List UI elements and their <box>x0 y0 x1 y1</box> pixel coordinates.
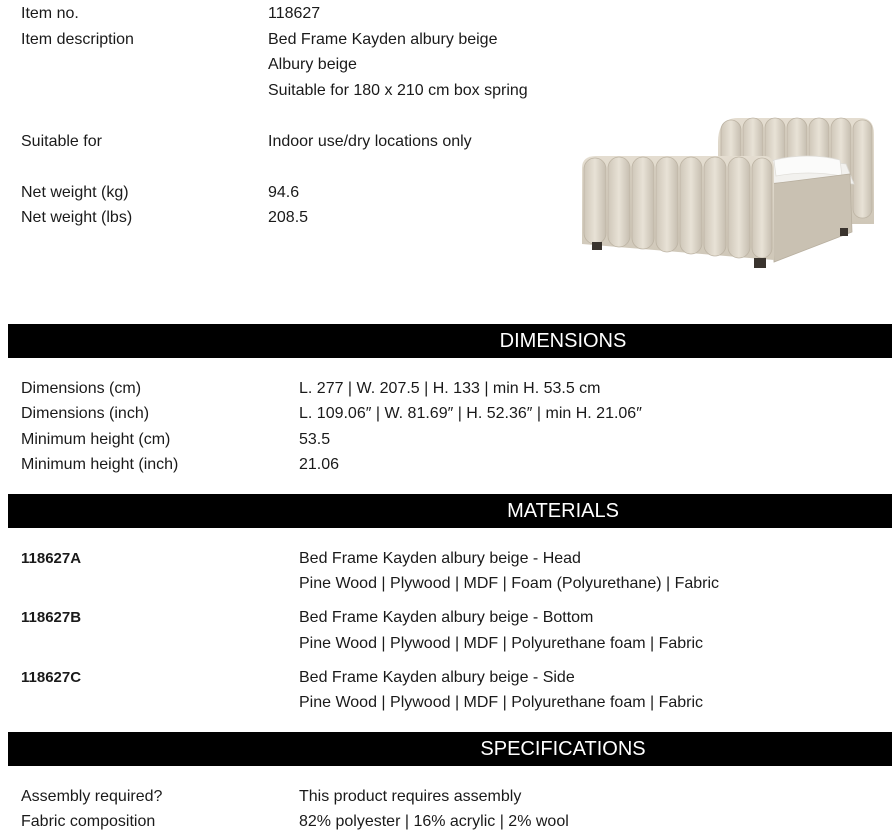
dimensions-inch-label: Dimensions (inch) <box>21 405 150 422</box>
part-materials: Pine Wood | Plywood | MDF | Polyurethane foam | Fabric <box>299 694 704 711</box>
dimensions-cm-label: Dimensions (cm) <box>21 380 142 397</box>
item-description-line: Bed Frame Kayden albury beige <box>268 31 498 48</box>
part-code: 118627C <box>21 669 82 686</box>
assembly-required-label: Assembly required? <box>21 788 163 805</box>
min-height-cm-label: Minimum height (cm) <box>21 431 171 448</box>
item-description-label: Item description <box>21 31 134 48</box>
part-materials: Pine Wood | Plywood | MDF | Foam (Polyurethane) | Fabric <box>299 575 720 592</box>
min-height-inch-value: 21.06 <box>299 456 340 473</box>
item-no-value: 118627 <box>268 5 321 22</box>
suitable-for-label: Suitable for <box>21 133 102 150</box>
part-code: 118627B <box>21 609 82 626</box>
specifications-header <box>8 732 892 766</box>
materials-header <box>8 494 892 528</box>
fabric-composition-value: 82% polyester | 16% acrylic | 2% wool <box>299 813 569 830</box>
net-weight-lbs-value: 208.5 <box>268 209 309 226</box>
dimensions-header <box>8 324 892 358</box>
part-code: 118627A <box>21 550 82 567</box>
part-materials: Pine Wood | Plywood | MDF | Polyurethane foam | Fabric <box>299 635 704 652</box>
part-name: Bed Frame Kayden albury beige - Side <box>299 669 575 686</box>
suitable-for-value: Indoor use/dry locations only <box>268 133 472 150</box>
dimensions-title: DIMENSIONS <box>499 330 627 352</box>
net-weight-lbs-label: Net weight (lbs) <box>21 209 133 226</box>
part-name: Bed Frame Kayden albury beige - Head <box>299 550 581 567</box>
assembly-required-value: This product requires assembly <box>299 788 522 805</box>
item-no-label: Item no. <box>21 5 79 22</box>
item-description-line: Suitable for 180 x 210 cm box spring <box>268 82 528 99</box>
net-weight-kg-value: 94.6 <box>268 184 300 201</box>
net-weight-kg-label: Net weight (kg) <box>21 184 129 201</box>
materials-title: MATERIALS <box>507 500 619 522</box>
dimensions-inch-value: L. 109.06″ | W. 81.69″ | H. 52.36″ | min H. 21.06″ <box>299 405 642 422</box>
min-height-inch-label: Minimum height (inch) <box>21 456 179 473</box>
fabric-composition-label: Fabric composition <box>21 813 156 830</box>
item-description-line: Albury beige <box>268 56 357 73</box>
min-height-cm-value: 53.5 <box>299 431 331 448</box>
product-image <box>578 112 878 282</box>
dimensions-cm-value: L. 277 | W. 207.5 | H. 133 | min H. 53.5 cm <box>299 380 601 397</box>
part-name: Bed Frame Kayden albury beige - Bottom <box>299 609 594 626</box>
specifications-title: SPECIFICATIONS <box>480 738 646 760</box>
